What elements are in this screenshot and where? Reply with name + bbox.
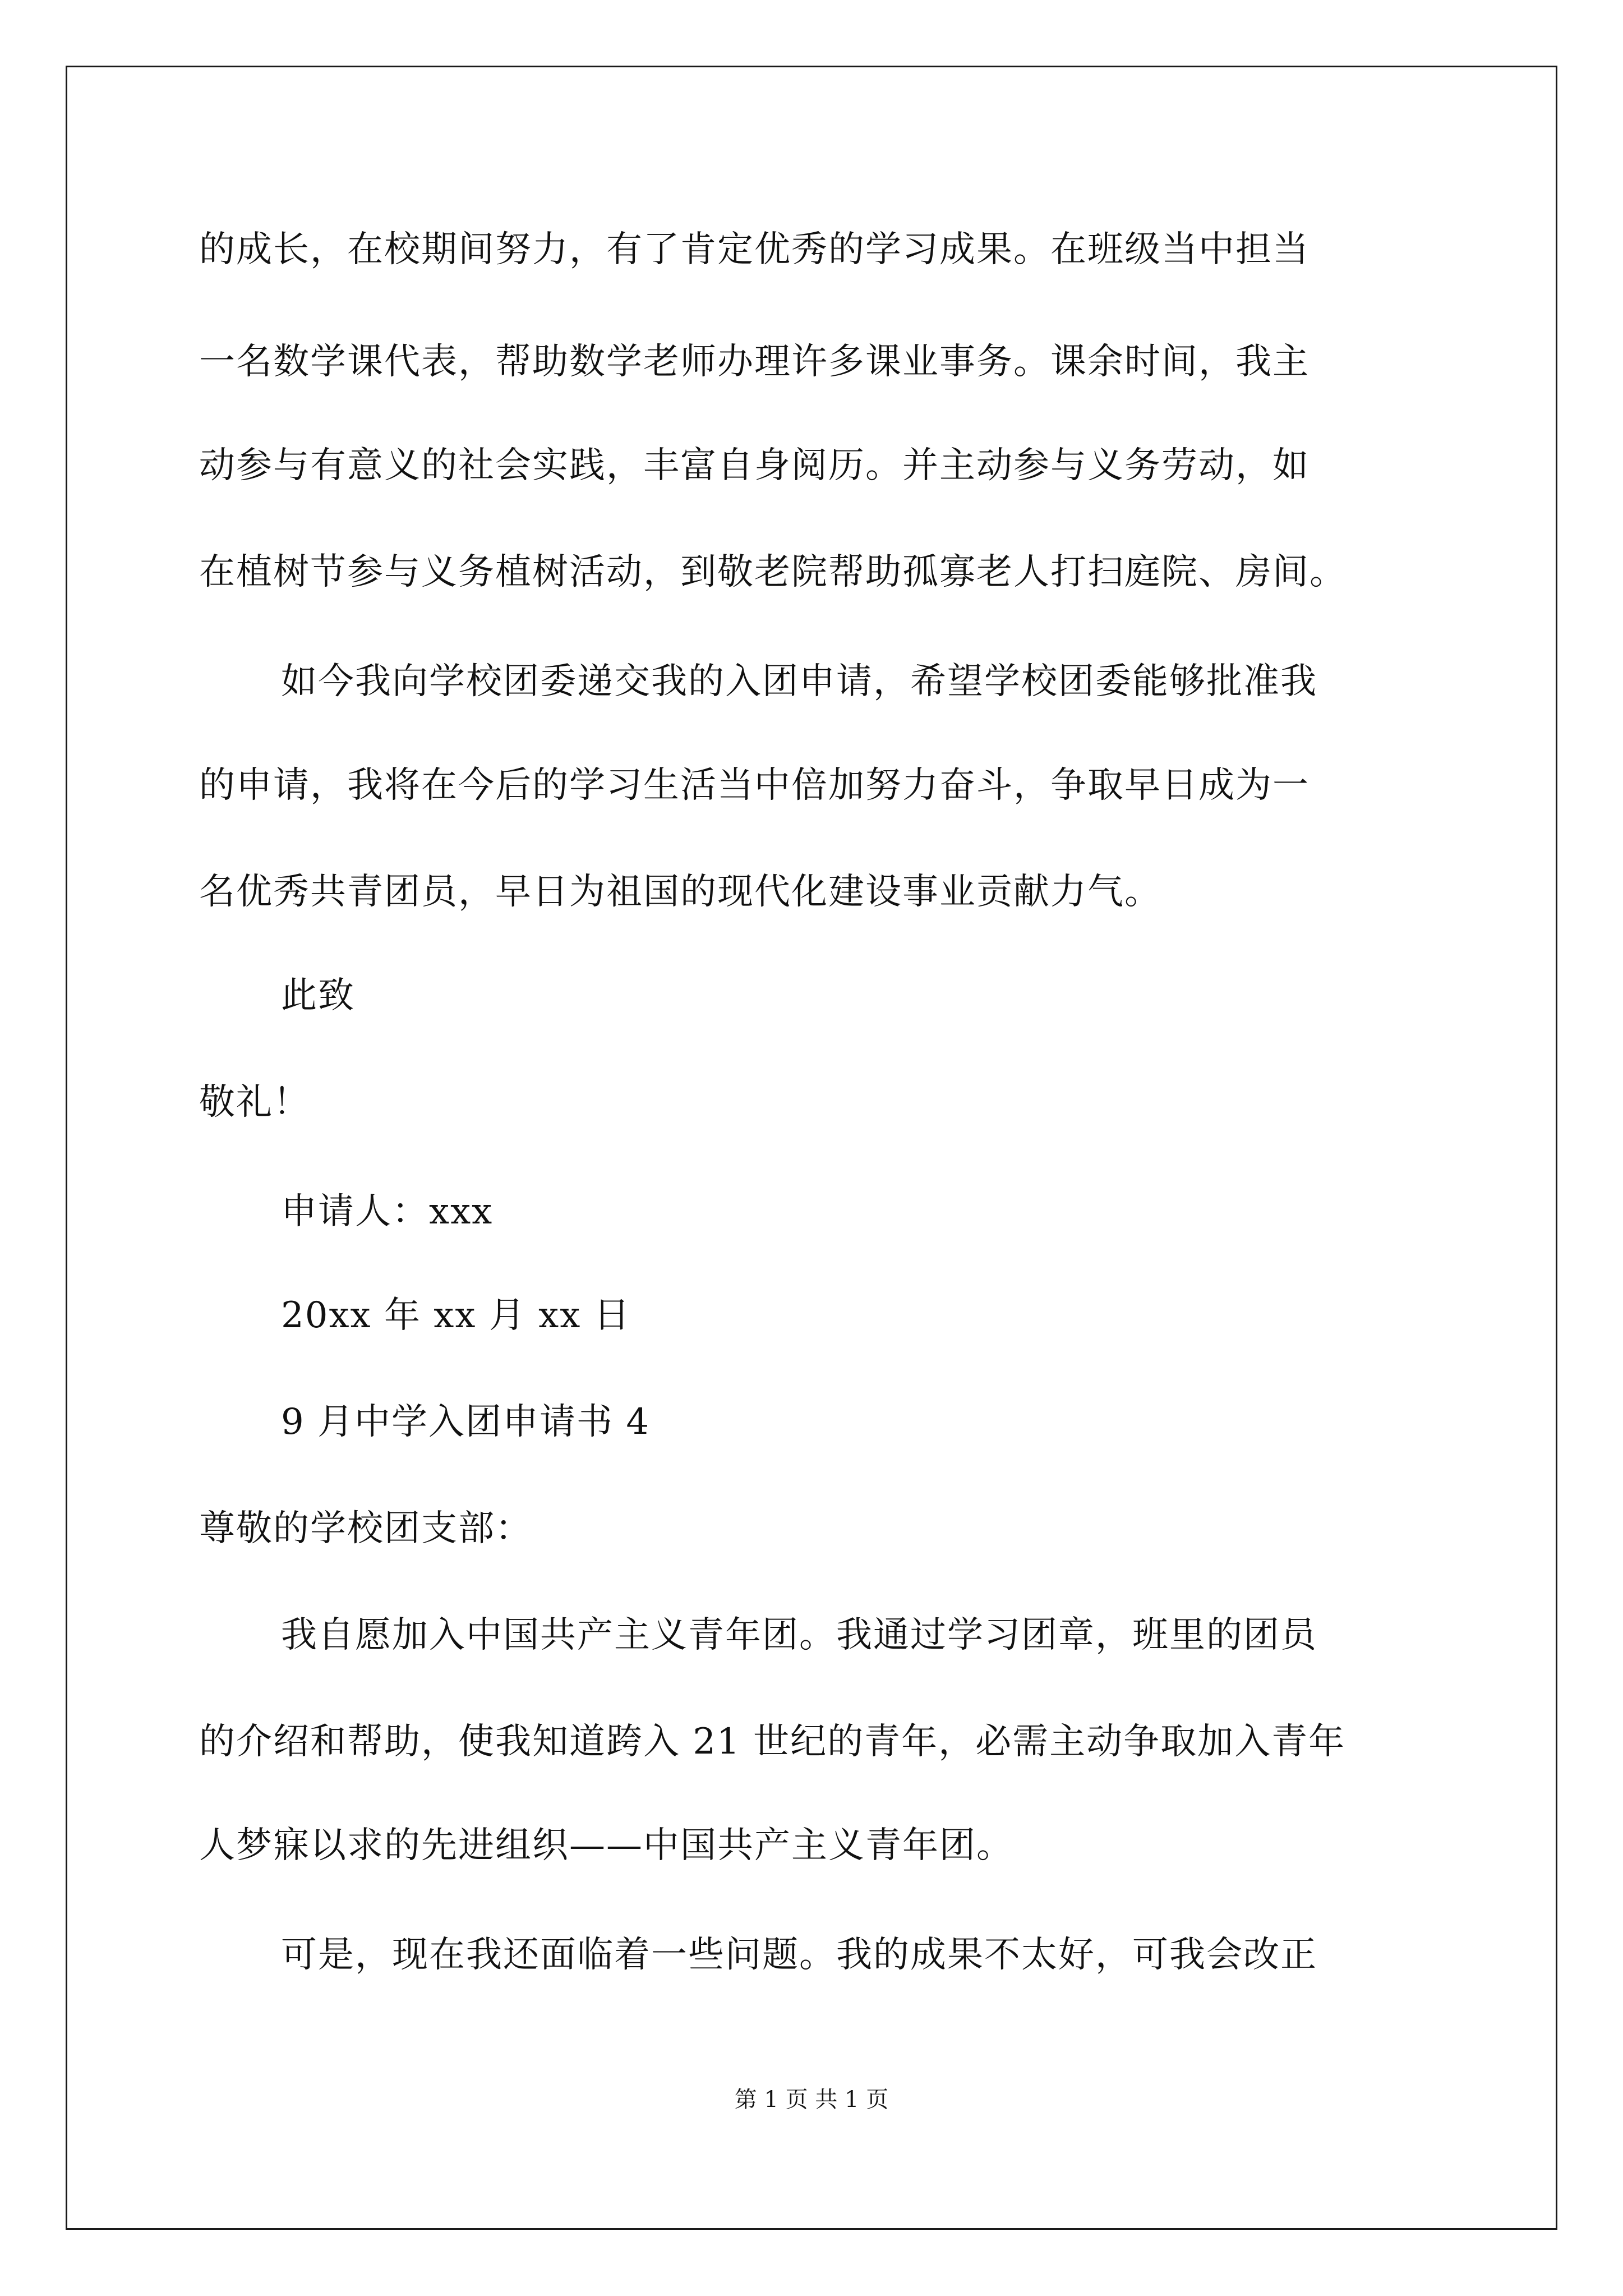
section-title: 9 月中学入团申请书 4	[281, 1401, 651, 1443]
greeting: 尊敬的学校团支部：	[199, 1508, 532, 1549]
paragraph-line: 名优秀共青团员，早日为祖国的现代化建设事业贡献力气。	[199, 871, 1161, 913]
paragraph-line: 如今我向学校团委递交我的入团申请，希望学校团委能够批准我	[281, 661, 1317, 702]
page-frame	[66, 66, 1557, 2230]
paragraph-line: 人梦寐以求的先进组织——中国共产主义青年团。	[199, 1825, 1013, 1866]
paragraph-line: 一名数学课代表，帮助数学老师办理许多课业事务。课余时间，我主	[199, 341, 1310, 383]
paragraph-line: 可是，现在我还面临着一些问题。我的成果不太好，可我会改正	[281, 1934, 1317, 1976]
date-line: 20xx 年 xx 月 xx 日	[281, 1295, 631, 1336]
salutation: 敬礼！	[199, 1082, 310, 1123]
applicant-name: 申请人：xxx	[281, 1191, 494, 1232]
paragraph-line: 我自愿加入中国共产主义青年团。我通过学习团章，班里的团员	[281, 1614, 1317, 1656]
paragraph-line: 的成长，在校期间努力，有了肯定优秀的学习成果。在班级当中担当	[199, 229, 1310, 270]
page-footer: 第 1 页 共 1 页	[734, 2087, 889, 2113]
paragraph-line: 的介绍和帮助，使我知道跨入 21 世纪的青年，必需主动争取加入青年	[199, 1721, 1346, 1763]
closing-phrase: 此致	[281, 975, 355, 1016]
paragraph-line: 在植树节参与义务植树活动，到敬老院帮助孤寡老人打扫庭院、房间。	[199, 551, 1347, 593]
paragraph-line: 动参与有意义的社会实践，丰富自身阅历。并主动参与义务劳动，如	[199, 445, 1310, 486]
paragraph-line: 的申请，我将在今后的学习生活当中倍加努力奋斗，争取早日成为一	[199, 765, 1310, 806]
